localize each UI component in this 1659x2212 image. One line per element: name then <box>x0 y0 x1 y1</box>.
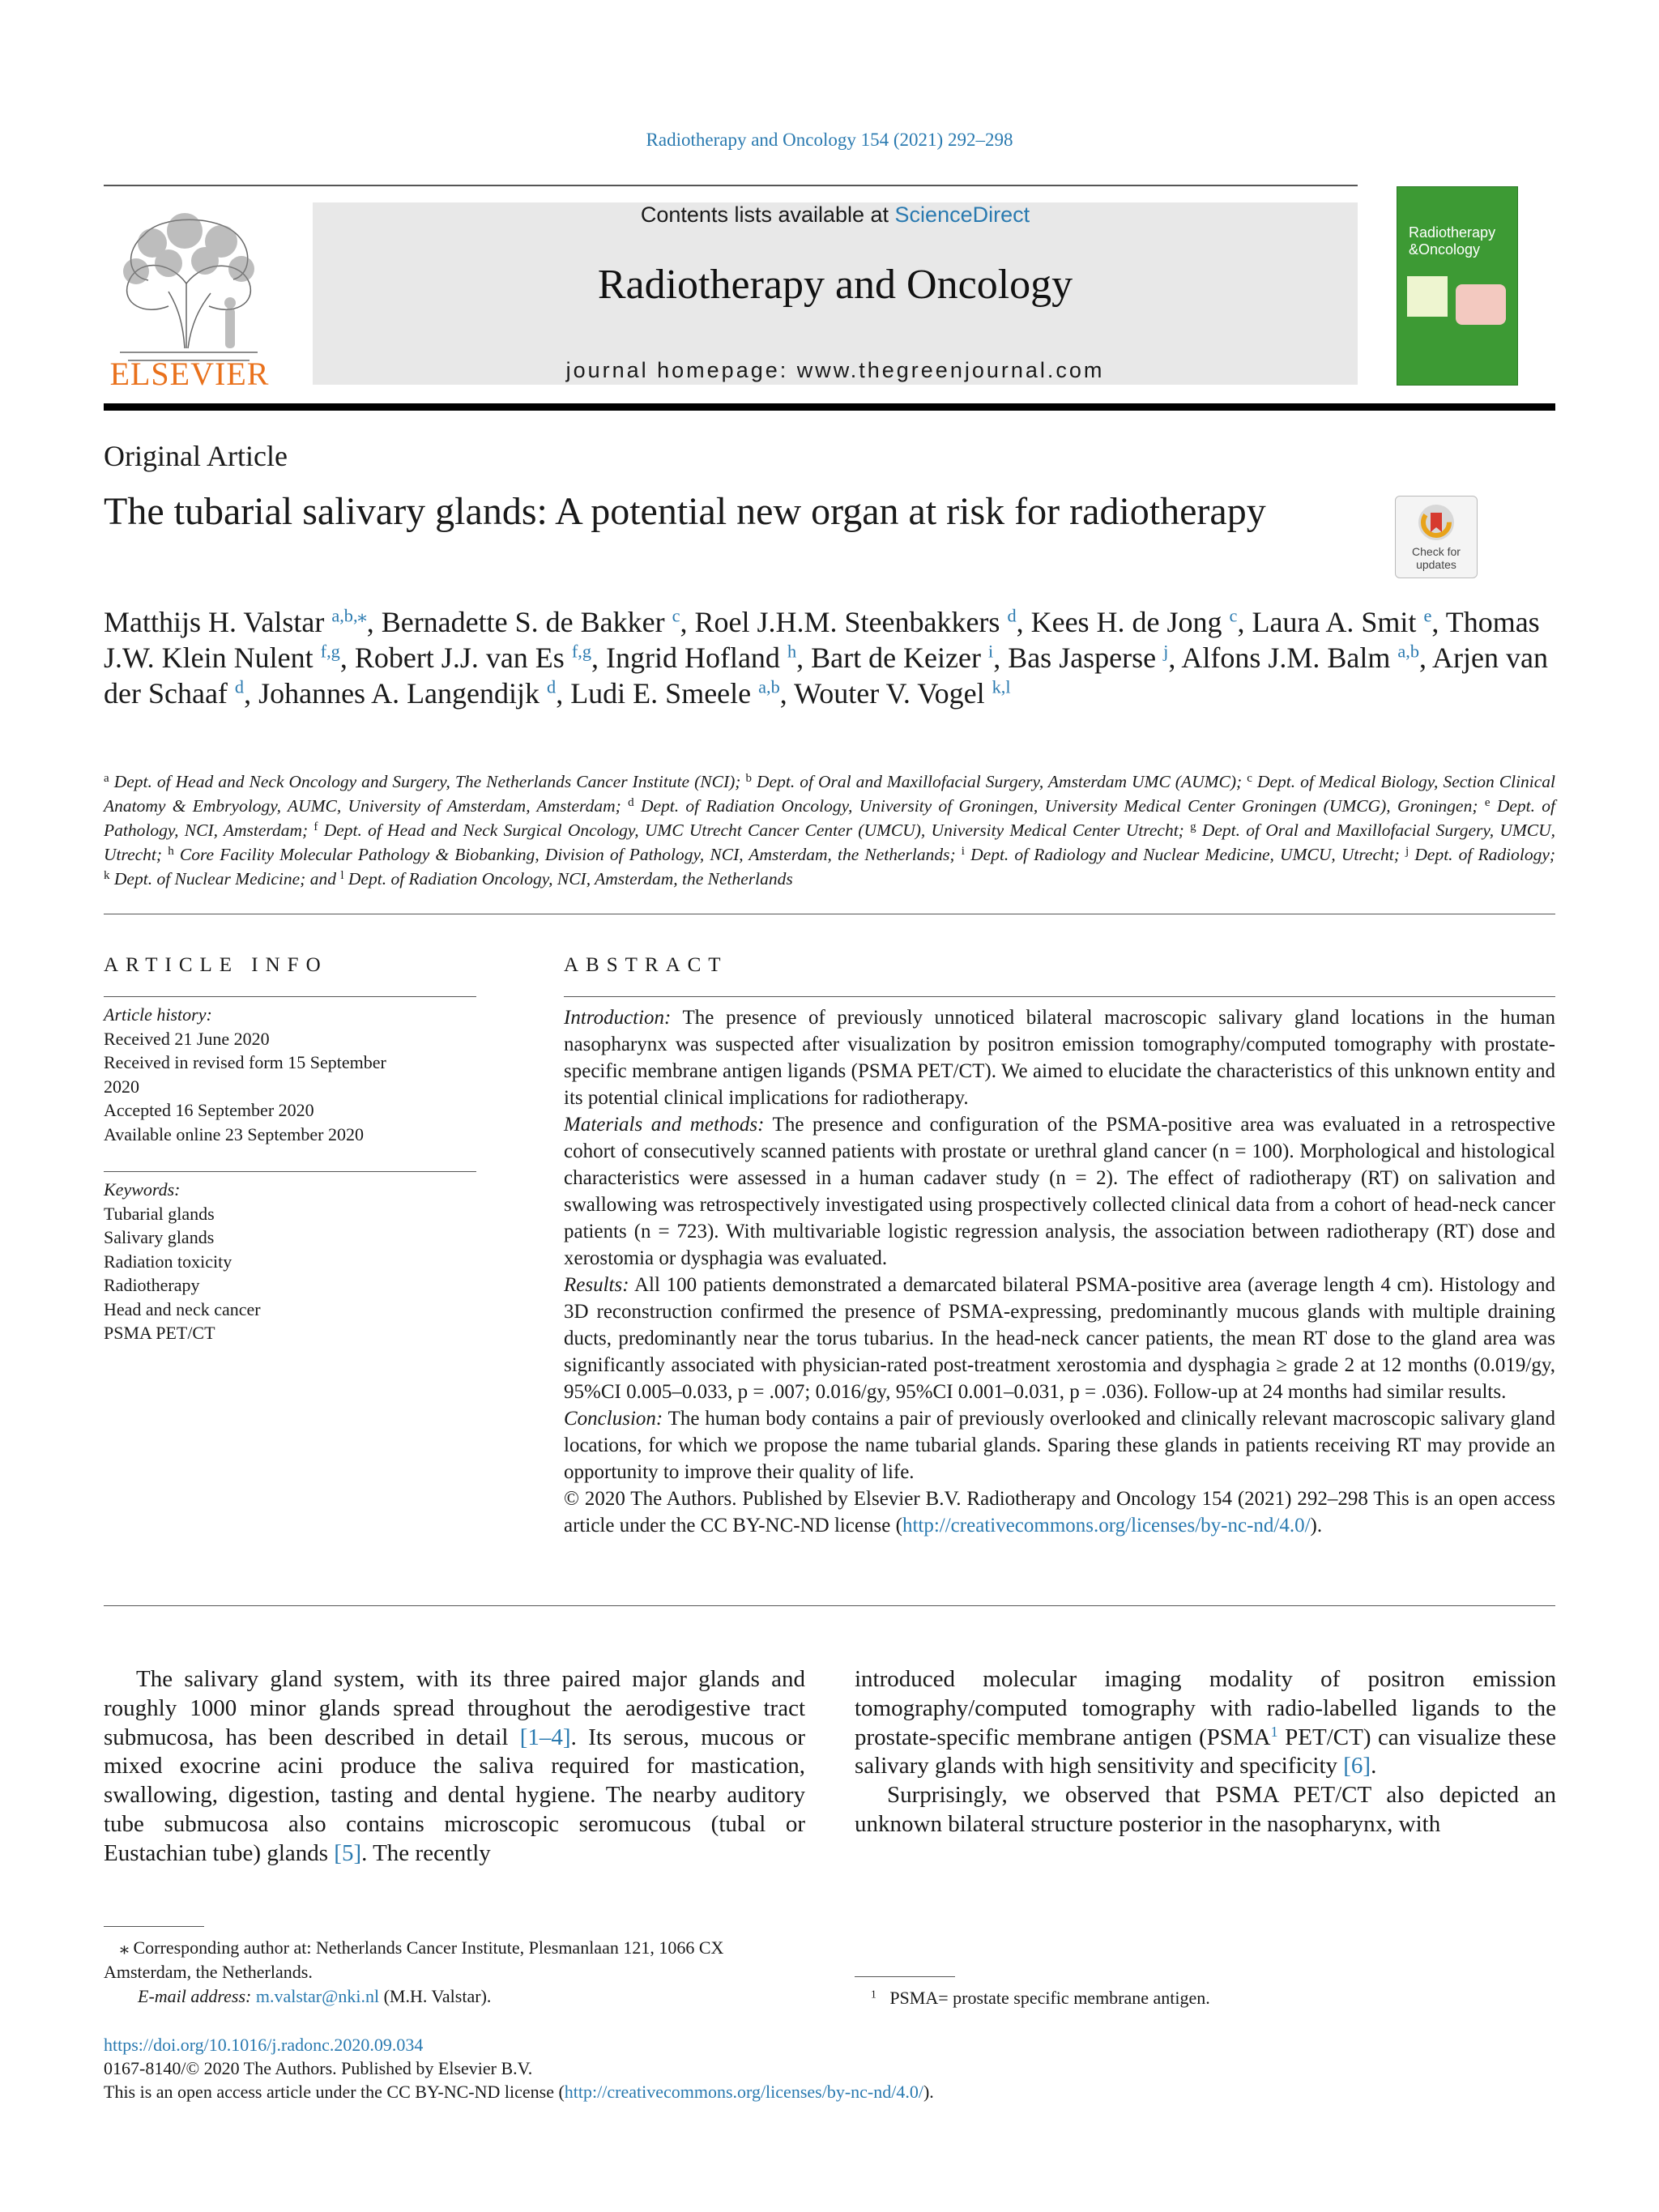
affiliation-key: h <box>168 845 174 859</box>
citation-link[interactable]: [6] <box>1343 1753 1371 1779</box>
citation-link[interactable]: [1–4] <box>519 1724 571 1750</box>
conclusion-label: Conclusion: <box>564 1408 663 1430</box>
abstract-rule <box>564 996 1555 997</box>
author[interactable] <box>1181 641 1419 674</box>
author-affiliation-marker[interactable]: f,g <box>571 641 591 662</box>
affiliation-key: e <box>1484 796 1491 810</box>
affiliation-text: Core Facility Molecular Pathology & Biobanking, Division of Pathology, NCI, Amsterdam, the Netherlands; <box>179 845 956 864</box>
keyword-item: Tubarial glands <box>104 1203 215 1224</box>
keywords-rule <box>104 1171 476 1172</box>
copyright-text: © 2020 The Authors. Published by Elsevier B.V. Radiotherapy and Oncology 154 (2021) 292–298 This is an open access article under the CC BY-NC-ND license ( <box>564 1488 1555 1536</box>
history-item: 2020 <box>104 1076 139 1097</box>
corresponding-author-text: Corresponding author at: Netherlands Cancer Institute, Plesmanlaan 121, 1066 CX Amsterdam, the Netherlands. <box>104 1937 724 1982</box>
body-text: The salivary gland system, with its three paired major glands and roughly 1000 minor glands spread throughout the aerodigestive tract submucosa, has been described in detail <box>104 1666 805 1750</box>
journal-cover-thumbnail[interactable] <box>1397 186 1518 386</box>
author-name: Roel J.H.M. Steenbakkers <box>694 606 1000 638</box>
author-name: Thomas J.W. Klein Nulent <box>104 606 1540 674</box>
author[interactable] <box>606 641 796 674</box>
author-affiliation-marker[interactable]: f,g <box>320 641 340 662</box>
affiliation-text: Dept. of Radiology and Nuclear Medicine, UMCU, Utrecht; <box>970 845 1400 864</box>
license-suffix: ). <box>923 2082 934 2102</box>
author-affiliation-marker[interactable]: i <box>987 641 994 662</box>
article-info-rule <box>104 996 476 997</box>
footnote-number: 1 <box>871 1988 876 2001</box>
methods-label: Materials and methods: <box>564 1114 765 1136</box>
citation-link[interactable]: [5] <box>334 1839 362 1866</box>
author-affiliation-marker[interactable]: d <box>547 676 557 697</box>
issn-line: 0167-8140/© 2020 The Authors. Published by Elsevier B.V. <box>104 2058 533 2078</box>
bookmark-icon <box>1417 503 1456 542</box>
author-affiliation-marker[interactable]: a,b,⁎ <box>331 605 367 626</box>
article-type: Original Article <box>104 440 288 472</box>
footnote-rule-right <box>855 1976 955 1977</box>
copyright-end: ). <box>1310 1515 1323 1536</box>
author-name: Ludi E. Smeele <box>570 677 752 710</box>
history-item: Available online 23 September 2020 <box>104 1123 364 1144</box>
footnote-marker-link[interactable]: 1 <box>1270 1723 1278 1740</box>
cover-image <box>1456 284 1506 325</box>
author-affiliation-marker[interactable]: a,b <box>1397 641 1420 662</box>
body-text: . Its serous, mucous or mixed exocrine acini produce the saliva required for mastication, swallowing, digestion, tasting and dental hygiene. The nearby auditory tube submucosa also contains microscopic seromucous (tubal or Eustachian tube) glands <box>104 1724 805 1866</box>
author[interactable] <box>1008 641 1168 674</box>
journal-header-box <box>313 202 1358 385</box>
author-affiliation-marker[interactable]: h <box>787 641 797 662</box>
affiliations <box>104 769 1555 891</box>
footnote-rule-left <box>104 1926 204 1927</box>
email-suffix: (M.H. Valstar). <box>383 1986 492 2006</box>
author-name: Laura A. Smit <box>1252 606 1417 638</box>
author-name: Bart de Keizer <box>811 641 981 674</box>
cover-title-line-1: Radiotherapy <box>1409 224 1496 241</box>
sciencedirect-link[interactable]: ScienceDirect <box>894 202 1030 227</box>
body-right-column <box>855 1665 1556 1839</box>
affiliation-key: b <box>745 772 752 786</box>
footnote-mark: ⁎ <box>120 1937 129 1958</box>
affiliation-key: k <box>104 869 110 883</box>
results-text: All 100 patients demonstrated a demarcated bilateral PSMA-positive area (average length 4 cm). Histology and 3D reconstruction confirmed the presence of PSMA-expressing, predominantly mucous glands with multiple draining ducts, predominantly near the torus tubarius. In the head-neck cancer patients, the mean RT dose to the gland area was significantly associated with physician-rated post-treatment xerostomia and dysphagia ≥ grade 2 at 12 months (0.019/gy, 95%CI 0.005–0.033, p = .007; 0.016/gy, 95%CI 0.001–0.031, p = .036). Follow-up at 24 months had similar results. <box>564 1274 1556 1403</box>
body-left-column <box>104 1665 805 1869</box>
affiliation-key: i <box>961 845 965 859</box>
author-affiliation-marker[interactable]: d <box>234 676 245 697</box>
author[interactable] <box>794 677 1010 710</box>
header-bottom-rule <box>104 403 1555 411</box>
intro-text: The presence of previously unnoticed bilateral macroscopic salivary gland locations in the human nasopharynx was suspected after visualization by positron emission tomography/computed tomography with prostate-specific membrane antigen ligands (PSMA PET/CT). We aimed to elucidate the characteristics of this unknown entity and its potential clinical implications for radiotherapy. <box>564 1007 1555 1109</box>
keyword-item: Radiotherapy <box>104 1275 200 1295</box>
header-top-rule <box>104 185 1358 186</box>
body-text: PET/CT) can visualize these salivary glands with high sensitivity and specificity <box>855 1724 1557 1779</box>
abstract-introduction <box>564 1004 1555 1111</box>
affiliation-text: Dept. of Oral and Maxillofacial Surgery, UMCU, Utrecht; <box>104 820 1556 864</box>
author[interactable] <box>1031 606 1238 638</box>
history-label: Article history: <box>104 1004 212 1025</box>
journal-homepage-link[interactable]: journal homepage: www.thegreenjournal.com <box>565 358 1105 382</box>
history-item: Received 21 June 2020 <box>104 1028 270 1049</box>
results-label: Results: <box>564 1274 629 1296</box>
abstract-copyright <box>564 1485 1555 1539</box>
affiliation-text: Dept. of Head and Neck Oncology and Surgery, The Netherlands Cancer Institute (NCI); <box>113 772 741 791</box>
email-label: E-mail address: <box>138 1986 252 2006</box>
history-list <box>104 1027 476 1147</box>
body-text: . The recently <box>361 1839 491 1866</box>
affiliation-text: Dept. of Radiology; <box>1414 845 1556 864</box>
elsevier-wordmark: ELSEVIER <box>109 356 270 392</box>
author[interactable] <box>570 677 780 710</box>
affiliation-text: Dept. of Radiation Oncology, University of Groningen, University Medical Center Groningen (UMCG), Groningen; <box>640 796 1478 816</box>
author-affiliation-marker[interactable]: c <box>1229 605 1238 626</box>
author[interactable] <box>258 677 556 710</box>
affiliation-text: Dept. of Radiation Oncology, NCI, Amsterdam, the Netherlands <box>348 869 793 889</box>
article-title: The tubarial salivary glands: A potential new organ at risk for radiotherapy <box>104 490 1266 533</box>
methods-text: The presence and configuration of the PSMA-positive area was evaluated in a retrospective cohort of consecutively scanned patients with prostate or urethral gland cancer (n = 100). Morphological and histological characteristics were assessed in a human cadaver study (n = 2). The effect of radiotherapy (RT) on salivation and swallowing was retrospectively investigated using prospectively collected clinical data from a cohort of head-neck cancer patients (n = 723). With multivariable logistic regression analysis, the association between radiotherapy (RT) dose and xerostomia or dysphagia was evaluated. <box>564 1114 1555 1269</box>
author[interactable] <box>104 606 367 638</box>
affiliation-key: d <box>628 796 634 810</box>
affiliation-text: Dept. of Medical Biology, Section Clinical Anatomy & Embryology, AUMC, University of Amsterdam, Amsterdam; <box>104 772 1556 816</box>
body-paragraph-2 <box>855 1781 1556 1839</box>
body-text: introduced molecular imaging modality of positron emission tomography/computed tomography with radio-labelled ligands to the prostate-specific membrane antigen (PSMA <box>855 1666 1556 1750</box>
author-affiliation-marker[interactable]: d <box>1007 605 1017 626</box>
author-name: Matthijs H. Valstar <box>104 606 325 638</box>
author-name: Kees H. de Jong <box>1030 606 1222 638</box>
author-name: Bernadette S. de Bakker <box>381 606 665 638</box>
affiliation-key: j <box>1405 845 1410 859</box>
contents-prefix: Contents lists available at <box>640 202 895 227</box>
check-updates-label-1: Check for <box>1412 545 1461 558</box>
author-affiliation-marker[interactable]: j <box>1163 641 1169 662</box>
keyword-item: Salivary glands <box>104 1227 215 1247</box>
author-name: Johannes A. Langendijk <box>258 677 540 710</box>
abstract-heading: ABSTRACT <box>564 954 728 976</box>
abstract-body <box>564 1004 1555 1539</box>
author[interactable] <box>355 641 591 674</box>
body-paragraph-1-cont <box>855 1665 1556 1781</box>
author-list: Matthijs H. Valstar $^{a,b,⁎}$, Bernadette S. de Bakker $^c$, Roel J.H.M. Steenbakkers $^d$, Kees H. de Jong $^c$, Laura A. Smit $^e$, Thomas J.W. Klein Nulent $^{f,g}$, Robert J.J. van Es $^{f,g}$, Ingrid Hofland $^h$, Bart de Keizer $^i$, Bas Jasperse $^j$, Alfons J.M. Balm $^{a,b}$, Arjen van der Schaaf $^d$, Johannes A. Langendijk $^d$, Ludi E. Smeele $^{a,b}$, Wouter V. Vogel $^{k,l}$ <box>104 605 1548 710</box>
abstract-conclusion <box>564 1405 1555 1485</box>
author[interactable] <box>1252 606 1431 638</box>
author[interactable] <box>811 641 993 674</box>
keyword-item: Radiation toxicity <box>104 1251 232 1272</box>
author-name: Ingrid Hofland <box>605 641 780 674</box>
author-name: Arjen van der Schaaf <box>104 641 1548 710</box>
license-link[interactable]: http://creativecommons.org/licenses/by-nc-nd/4.0/ <box>564 2082 923 2102</box>
psma-footnote <box>855 1986 1556 2010</box>
journal-title[interactable]: Radiotherapy and Oncology <box>597 262 1073 308</box>
keyword-list <box>104 1202 476 1345</box>
corresponding-author-footnote <box>104 1936 805 2009</box>
abstract-license-link[interactable]: http://creativecommons.org/licenses/by-nc-nd/4.0/ <box>902 1515 1311 1536</box>
author-affiliation-marker[interactable]: a,b <box>758 676 780 697</box>
author-affiliation-marker[interactable]: k,l <box>992 676 1011 697</box>
author-affiliation-marker[interactable]: e <box>1423 605 1432 626</box>
author[interactable] <box>382 606 680 638</box>
contents-line <box>313 202 1358 228</box>
author-name: Bas Jasperse <box>1008 641 1157 674</box>
article-info-heading: ARTICLE INFO <box>104 954 328 976</box>
keywords-label: Keywords: <box>104 1179 181 1200</box>
abstract-methods <box>564 1111 1555 1272</box>
body-text: . <box>1371 1753 1377 1779</box>
doi-block <box>104 2033 1562 2103</box>
author-affiliation-marker[interactable]: c <box>672 605 680 626</box>
author-name: Robert J.J. van Es <box>354 641 565 674</box>
check-for-updates-button[interactable] <box>1395 496 1478 578</box>
author-name: Wouter V. Vogel <box>794 677 985 710</box>
license-prefix: This is an open access article under the CC BY-NC-ND license ( <box>104 2082 565 2102</box>
doi-link[interactable]: https://doi.org/10.1016/j.radonc.2020.09.034 <box>104 2035 424 2055</box>
keyword-item: Head and neck cancer <box>104 1298 261 1319</box>
affiliation-text: Dept. of Oral and Maxillofacial Surgery, Amsterdam UMC (AUMC); <box>757 772 1243 791</box>
article-history <box>104 1003 476 1146</box>
keywords-block <box>104 1178 476 1345</box>
affiliation-text: Dept. of Head and Neck Surgical Oncology, UMC Utrecht Cancer Center (UMCU), University Medical Center Utrecht; <box>323 820 1184 840</box>
body-text: Surprisingly, we observed that PSMA PET/CT also depicted an unknown bilateral structure posterior in the nasopharynx, with <box>855 1782 1556 1837</box>
affiliation-text: Dept. of Pathology, NCI, Amsterdam; <box>104 796 1556 840</box>
check-updates-label-2: updates <box>1416 558 1456 571</box>
history-item: Accepted 16 September 2020 <box>104 1100 314 1120</box>
keyword-item: PSMA PET/CT <box>104 1323 215 1343</box>
history-item: Received in revised form 15 September <box>104 1052 386 1072</box>
email-link[interactable]: m.valstar@nki.nl <box>255 1986 380 2006</box>
affiliation-key: g <box>1190 820 1196 834</box>
abstract-results <box>564 1272 1555 1405</box>
conclusion-text: The human body contains a pair of previously overlooked and clinically relevant macroscopic salivary gland locations, for which we propose the name tubarial glands. Sparing these glands in patients receiving RT may provide an opportunity to improve their quality of life. <box>564 1408 1555 1483</box>
journal-reference-link[interactable]: Radiotherapy and Oncology 154 (2021) 292–298 <box>646 130 1013 150</box>
author-name: Alfons J.M. Balm <box>1181 641 1391 674</box>
affiliation-key: a <box>104 772 109 786</box>
intro-label: Introduction: <box>564 1007 672 1029</box>
affiliation-key: f <box>313 820 318 834</box>
author[interactable] <box>694 606 1016 638</box>
footnote-text: PSMA= prostate specific membrane antigen. <box>889 1988 1210 2008</box>
cover-title-line-2: &Oncology <box>1409 241 1481 258</box>
body-paragraph-1 <box>104 1665 805 1869</box>
affiliation-key: c <box>1247 772 1252 786</box>
affiliation-key: l <box>340 869 344 883</box>
affiliation-text: Dept. of Nuclear Medicine; and <box>113 869 336 889</box>
abstract-bottom-rule <box>104 1605 1555 1606</box>
cover-text-panel <box>1407 276 1448 317</box>
cover-title <box>1409 224 1495 258</box>
